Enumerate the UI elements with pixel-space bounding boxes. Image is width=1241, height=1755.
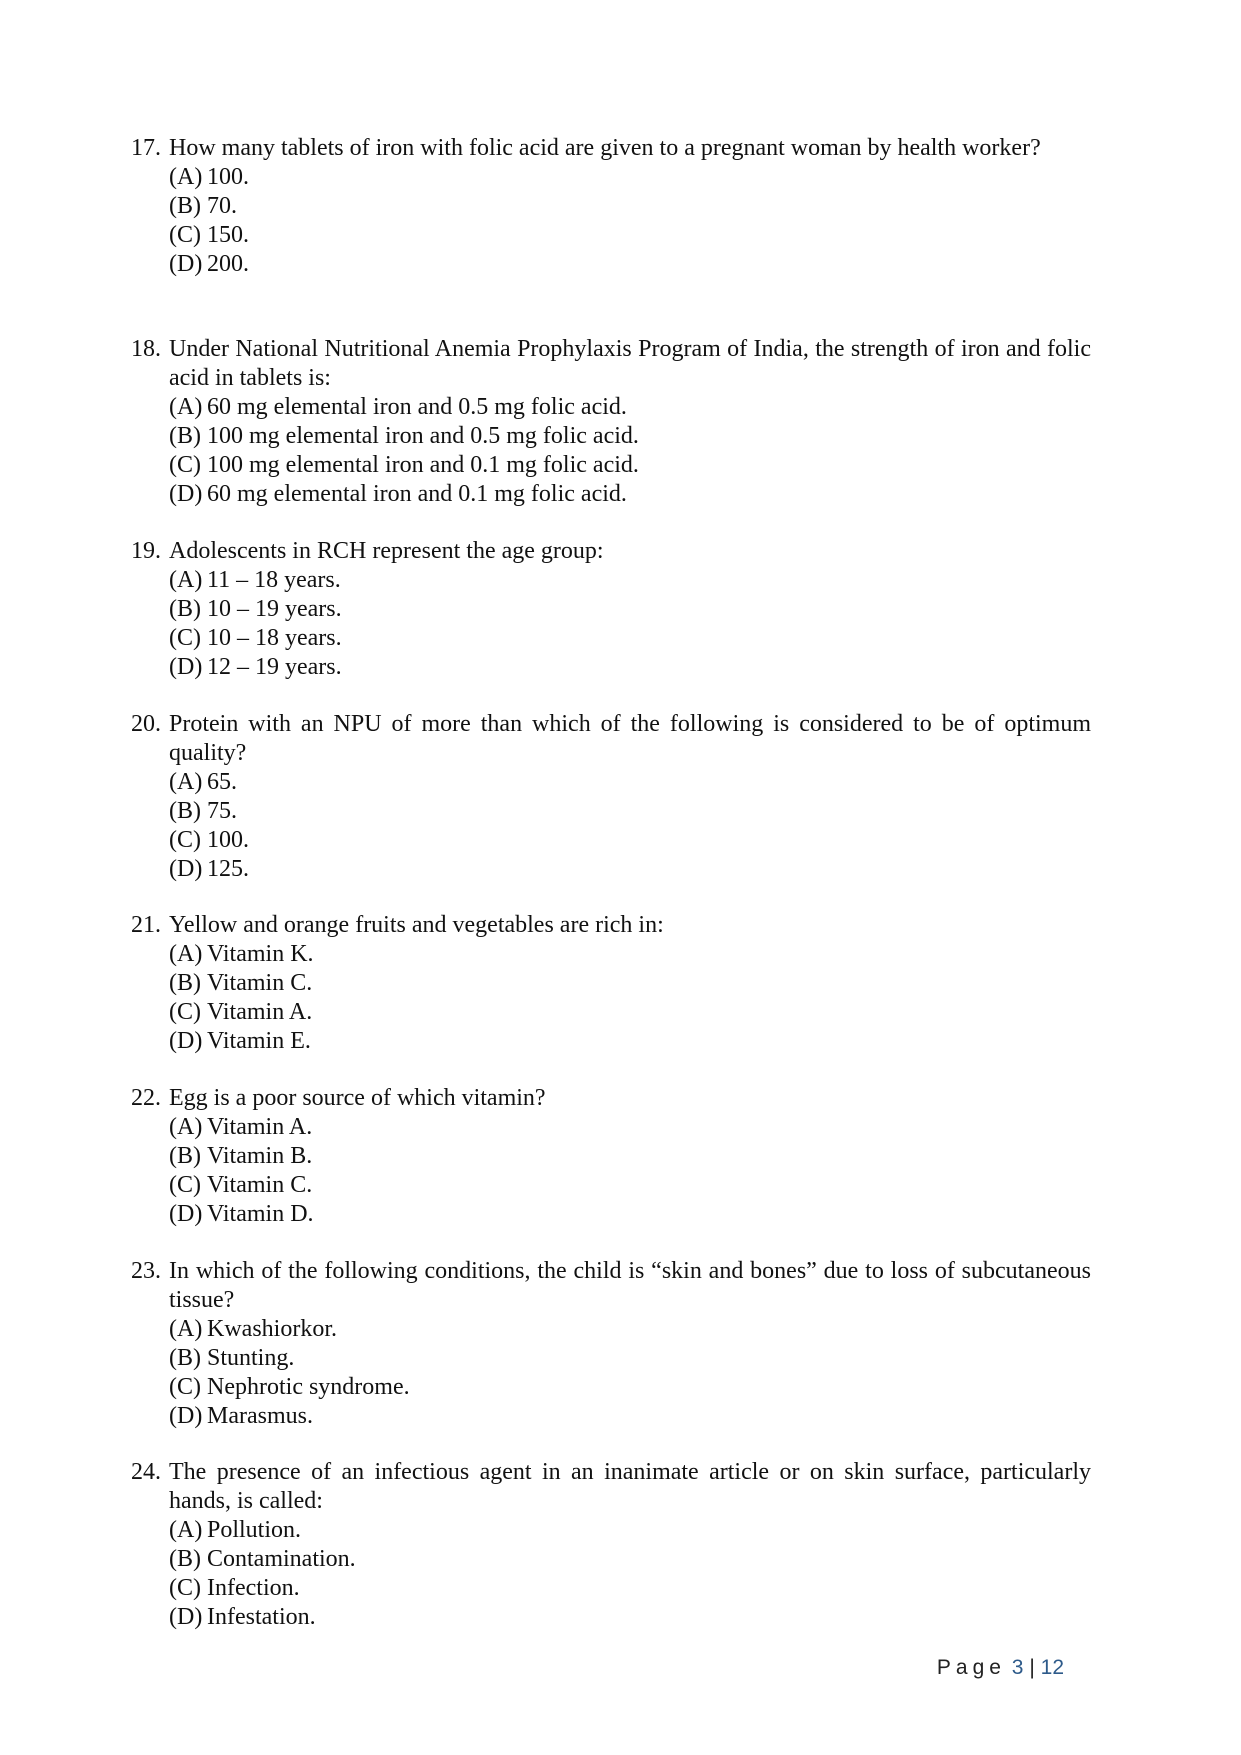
option-d <box>169 1027 1091 1056</box>
option-letter: (C) <box>169 222 201 248</box>
question-number: 20. <box>131 711 161 737</box>
option-d <box>169 250 1091 279</box>
option-letter: (D) <box>169 1028 203 1054</box>
question-21 <box>131 911 1091 1056</box>
option-text: Vitamin E. <box>207 1028 311 1054</box>
option-b <box>169 797 1091 826</box>
option-c <box>169 451 1091 480</box>
option-a <box>169 1315 1091 1344</box>
page-separator: | <box>1029 1656 1035 1679</box>
option-a <box>169 566 1091 595</box>
question-text: Adolescents in RCH represent the age group: <box>169 538 604 564</box>
option-text: Nephrotic syndrome. <box>207 1374 410 1400</box>
question-19 <box>131 537 1091 682</box>
question-23 <box>131 1257 1091 1431</box>
option-b <box>169 595 1091 624</box>
option-c <box>169 624 1091 653</box>
option-text: Vitamin K. <box>207 941 314 967</box>
option-letter: (D) <box>169 1201 203 1227</box>
question-number: 21. <box>131 912 161 938</box>
option-text: Stunting. <box>207 1345 295 1371</box>
option-a <box>169 393 1091 422</box>
question-number: 23. <box>131 1258 161 1284</box>
option-text: Vitamin A. <box>207 1114 313 1140</box>
option-text: 12 – 19 years. <box>207 654 342 680</box>
option-d <box>169 1200 1091 1229</box>
option-text: 60 mg elemental iron and 0.5 mg folic acid. <box>207 394 627 420</box>
option-letter: (A) <box>169 567 203 593</box>
page-label: Page <box>936 1656 1006 1679</box>
question-17 <box>131 134 1091 279</box>
option-letter: (B) <box>169 193 201 219</box>
question-number: 24. <box>131 1459 161 1485</box>
option-letter: (A) <box>169 164 203 190</box>
option-d <box>169 653 1091 682</box>
option-text: 125. <box>207 856 249 882</box>
option-letter: (A) <box>169 769 203 795</box>
option-text: 100 mg elemental iron and 0.1 mg folic acid. <box>207 452 639 478</box>
option-b <box>169 969 1091 998</box>
option-letter: (C) <box>169 452 201 478</box>
option-text: Contamination. <box>207 1546 356 1572</box>
option-a <box>169 1113 1091 1142</box>
question-text: In which of the following conditions, the child is “skin and bones” due to loss of subcutaneous tissue? <box>169 1258 1091 1313</box>
option-letter: (A) <box>169 1114 203 1140</box>
option-c <box>169 1171 1091 1200</box>
current-page-number: 3 <box>1011 1656 1024 1679</box>
option-b <box>169 192 1091 221</box>
option-text: Vitamin C. <box>207 1172 313 1198</box>
question-text: Protein with an NPU of more than which of the following is considered to be of optimum quality? <box>169 711 1091 766</box>
option-text: Vitamin B. <box>207 1143 313 1169</box>
option-text: Marasmus. <box>207 1403 313 1429</box>
question-text: The presence of an infectious agent in an inanimate article or on skin surface, particularly hands, is called: <box>169 1459 1091 1514</box>
option-d <box>169 1402 1091 1431</box>
question-number: 17. <box>131 135 161 161</box>
option-letter: (D) <box>169 481 203 507</box>
option-text: 100. <box>207 827 249 853</box>
option-letter: (D) <box>169 251 203 277</box>
option-b <box>169 1142 1091 1171</box>
option-letter: (A) <box>169 1316 203 1342</box>
option-text: Vitamin A. <box>207 999 313 1025</box>
option-text: Vitamin C. <box>207 970 313 996</box>
option-letter: (B) <box>169 1546 201 1572</box>
option-text: 70. <box>207 193 237 219</box>
option-text: 10 – 18 years. <box>207 625 342 651</box>
option-d <box>169 1603 1091 1632</box>
option-b <box>169 422 1091 451</box>
option-c <box>169 826 1091 855</box>
option-text: Kwashiorkor. <box>207 1316 337 1342</box>
option-text: 200. <box>207 251 249 277</box>
option-letter: (C) <box>169 1374 201 1400</box>
option-c <box>169 1373 1091 1402</box>
option-letter: (A) <box>169 394 203 420</box>
option-text: 75. <box>207 798 237 824</box>
option-text: Infestation. <box>207 1604 316 1630</box>
question-text: How many tablets of iron with folic acid are given to a pregnant woman by health worker? <box>169 135 1041 161</box>
question-24 <box>131 1458 1091 1632</box>
option-text: 65. <box>207 769 237 795</box>
option-letter: (D) <box>169 654 203 680</box>
page-footer <box>800 1656 1064 1680</box>
option-letter: (C) <box>169 999 201 1025</box>
question-20 <box>131 710 1091 884</box>
option-b <box>169 1545 1091 1574</box>
option-text: 10 – 19 years. <box>207 596 342 622</box>
option-a <box>169 163 1091 192</box>
question-number: 19. <box>131 538 161 564</box>
option-letter: (C) <box>169 1172 201 1198</box>
option-text: 100 mg elemental iron and 0.5 mg folic acid. <box>207 423 639 449</box>
option-text: 150. <box>207 222 249 248</box>
option-a <box>169 1516 1091 1545</box>
option-d <box>169 855 1091 884</box>
option-c <box>169 998 1091 1027</box>
option-a <box>169 768 1091 797</box>
option-letter: (B) <box>169 798 201 824</box>
option-c <box>169 221 1091 250</box>
option-b <box>169 1344 1091 1373</box>
question-text: Yellow and orange fruits and vegetables are rich in: <box>169 912 664 938</box>
option-text: Infection. <box>207 1575 300 1601</box>
total-pages-number: 12 <box>1040 1656 1064 1679</box>
question-text: Egg is a poor source of which vitamin? <box>169 1085 546 1111</box>
option-text: 100. <box>207 164 249 190</box>
option-letter: (D) <box>169 856 203 882</box>
option-text: 60 mg elemental iron and 0.1 mg folic acid. <box>207 481 627 507</box>
option-letter: (B) <box>169 1143 201 1169</box>
option-text: Pollution. <box>207 1517 302 1543</box>
option-letter: (B) <box>169 1345 201 1371</box>
question-number: 18. <box>131 336 161 362</box>
option-letter: (D) <box>169 1604 203 1630</box>
option-letter: (C) <box>169 827 201 853</box>
option-letter: (C) <box>169 625 201 651</box>
option-letter: (C) <box>169 1575 201 1601</box>
question-18 <box>131 335 1091 509</box>
option-letter: (A) <box>169 1517 203 1543</box>
option-a <box>169 940 1091 969</box>
option-letter: (A) <box>169 941 203 967</box>
option-letter: (B) <box>169 423 201 449</box>
option-c <box>169 1574 1091 1603</box>
option-text: Vitamin D. <box>207 1201 314 1227</box>
question-number: 22. <box>131 1085 161 1111</box>
question-text: Under National Nutritional Anemia Prophylaxis Program of India, the strength of iron and folic acid in tablets is: <box>169 336 1091 391</box>
option-letter: (B) <box>169 596 201 622</box>
option-text: 11 – 18 years. <box>207 567 341 593</box>
option-letter: (D) <box>169 1403 203 1429</box>
option-d <box>169 480 1091 509</box>
question-22 <box>131 1084 1091 1229</box>
option-letter: (B) <box>169 970 201 996</box>
